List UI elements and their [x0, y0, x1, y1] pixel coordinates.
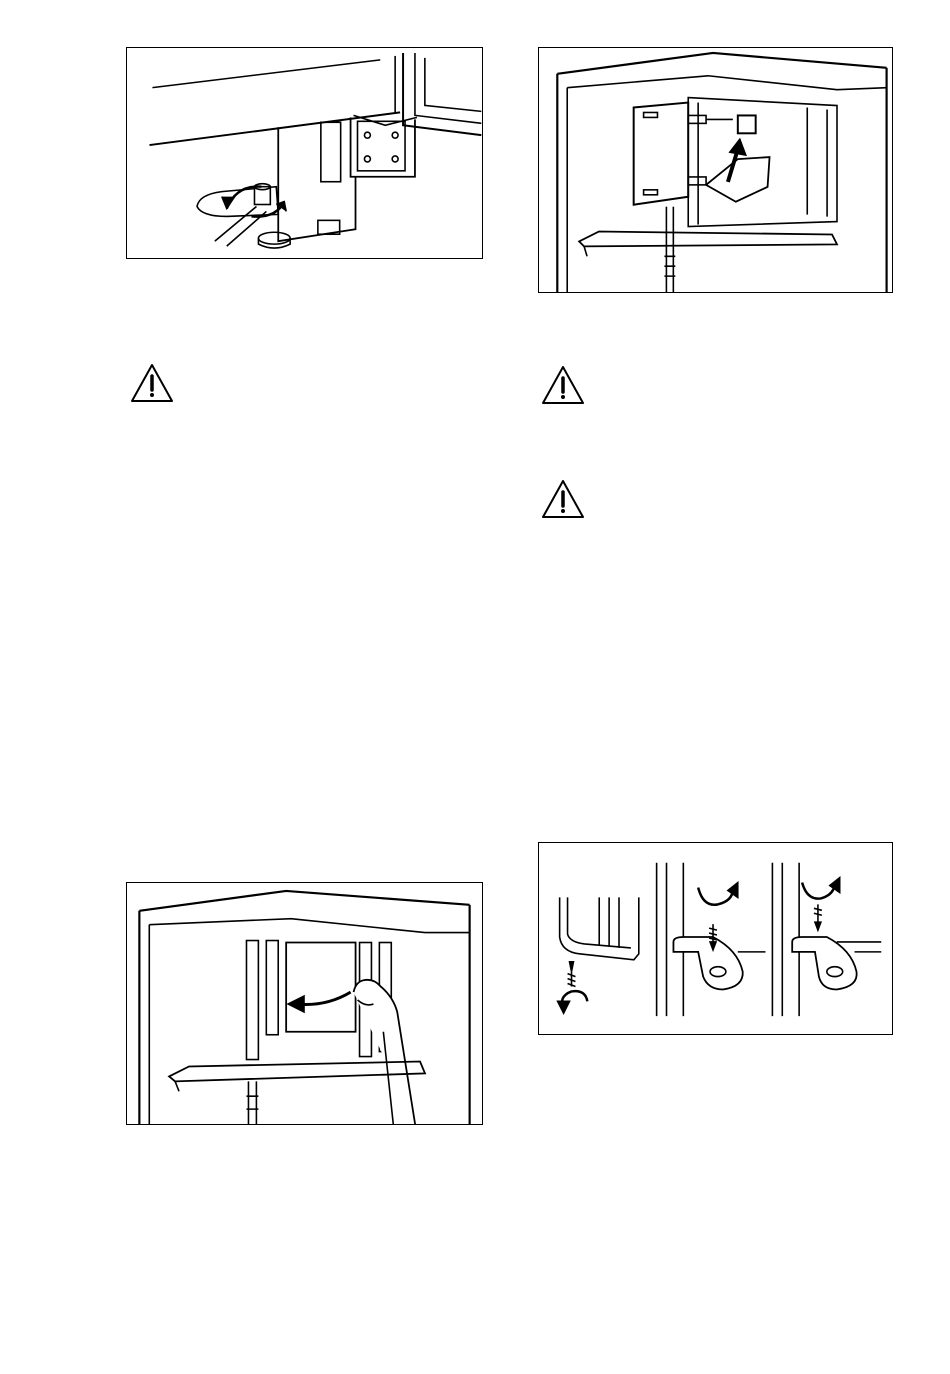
door-opening-figure	[126, 882, 483, 1125]
hinge-cover-removal-figure	[538, 47, 893, 293]
screw-fixing-figure	[538, 842, 893, 1035]
warning-triangle-icon	[540, 364, 586, 406]
warning-triangle-icon	[540, 478, 586, 520]
hinge-adjustment-figure	[126, 47, 483, 259]
warning-triangle-icon	[129, 362, 175, 404]
